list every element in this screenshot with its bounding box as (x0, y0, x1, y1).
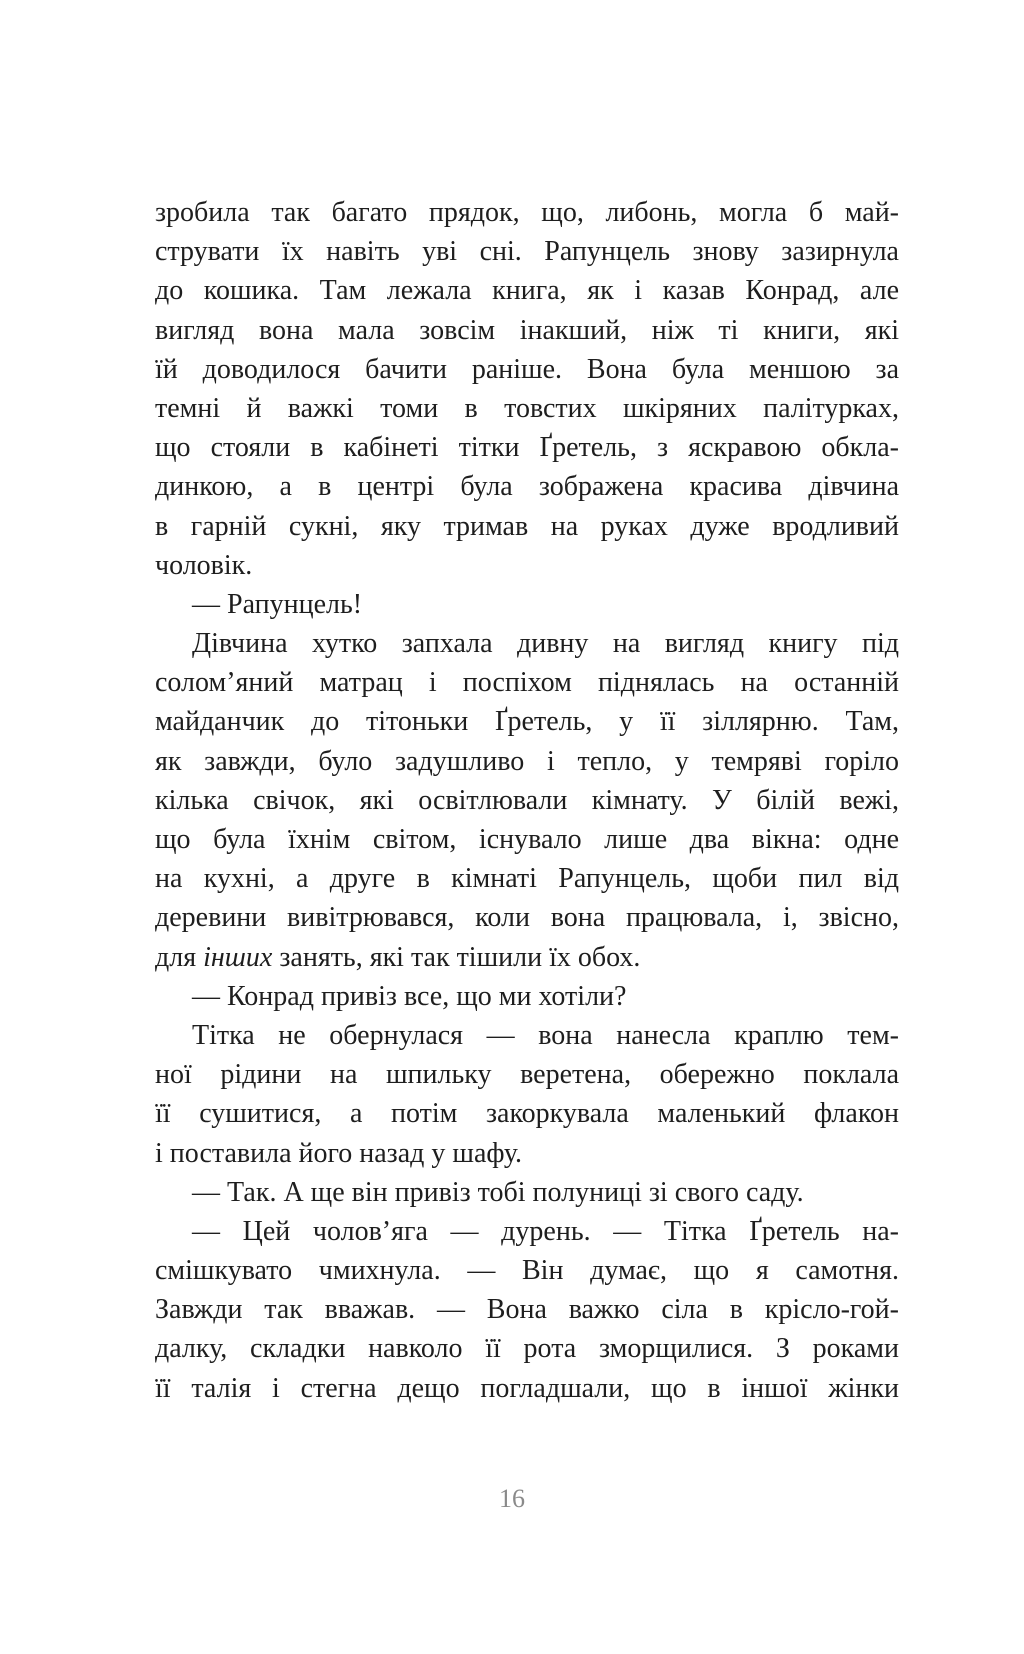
text-line (155, 938, 899, 977)
text-line: Тітка не обернулася — вона нанесла краплю тем- (192, 1019, 899, 1051)
text-line: її сушитися, а потім закоркувала маленький флакон (155, 1098, 899, 1130)
text-line: — Конрад привіз все, що ми хотіли? (192, 980, 627, 1012)
text-line: Дівчина хутко запхала дивну на вигляд книгу під (192, 628, 899, 660)
text-line: — Цей чолов’яга — дурень. — Тітка Ґретель на- (192, 1215, 899, 1247)
text-line: і поставила його назад у шафу. (155, 1137, 523, 1169)
text-line: майданчик до тітоньки Ґретель, у її зіллярню. Там, (155, 706, 899, 738)
page-number: 16 (499, 1484, 525, 1513)
text-line: як завжди, було задушливо і тепло, у темряві горіло (155, 745, 899, 777)
text-line: на кухні, а друге в кімнаті Рапунцель, щоби пил від (155, 863, 899, 895)
text-segment: для (155, 941, 204, 973)
italic-text: інших (203, 941, 273, 973)
text-line: її талія і стегна дещо погладшали, що в іншої жінки (155, 1372, 899, 1404)
text-block (155, 193, 899, 1408)
text-line: що була їхнім світом, існувало лише два вікна: одне (155, 824, 899, 855)
text-line: — Рапунцель! (192, 588, 363, 620)
text-line: — Так. А ще він привіз тобі полуниці зі свого саду. (192, 1176, 804, 1208)
paragraph (155, 1212, 899, 1408)
text-line: Завжди так вважав. — Вона важко сіла в крісло-гой- (155, 1294, 899, 1326)
text-line: темні й важкі томи в товстих шкіряних палітурках, (155, 392, 899, 424)
text-line: кілька свічок, які освітлювали кімнату. У білій вежі, (155, 784, 899, 816)
text-line: солом’яний матрац і поспіхом піднялась на останній (155, 667, 899, 699)
text-line: в гарній сукні, яку тримав на руках дуже вродливий (155, 510, 899, 542)
text-line: деревини вивітрювався, коли вона працювала, і, звісно, (155, 902, 899, 934)
text-line: до кошика. Там лежала книга, як і казав Конрад, але (155, 275, 899, 307)
text-line: зробила так багато прядок, що, либонь, могла б май- (155, 197, 899, 228)
text-line: струвати їх навіть уві сні. Рапунцель знову зазирнула (155, 236, 899, 268)
text-line: чоловік. (155, 549, 253, 581)
text-segment: занять, які так тішили їх обох. (272, 941, 641, 973)
paragraph (155, 624, 899, 977)
text-line: вигляд вона мала зовсім інакший, ніж ті книги, які (155, 314, 899, 346)
text-line: динкою, а в центрі була зображена красива дівчина (155, 471, 899, 503)
paragraph-dialogue (155, 1173, 899, 1212)
text-line: ної рідини на шпильку веретена, обережно поклала (155, 1059, 899, 1091)
paragraph-dialogue (155, 585, 899, 624)
text-line: далку, складки навколо її рота зморщилися. З роками (155, 1333, 899, 1365)
text-line: їй доводилося бачити раніше. Вона була меншою за (155, 353, 899, 385)
paragraph (155, 193, 899, 585)
paragraph (155, 1016, 899, 1173)
text-line: смішкувато чмихнула. — Він думає, що я самотня. (155, 1255, 899, 1287)
text-line: що стояли в кабінеті тітки Ґретель, з яскравою обкла- (155, 432, 899, 464)
paragraph-dialogue (155, 977, 899, 1016)
